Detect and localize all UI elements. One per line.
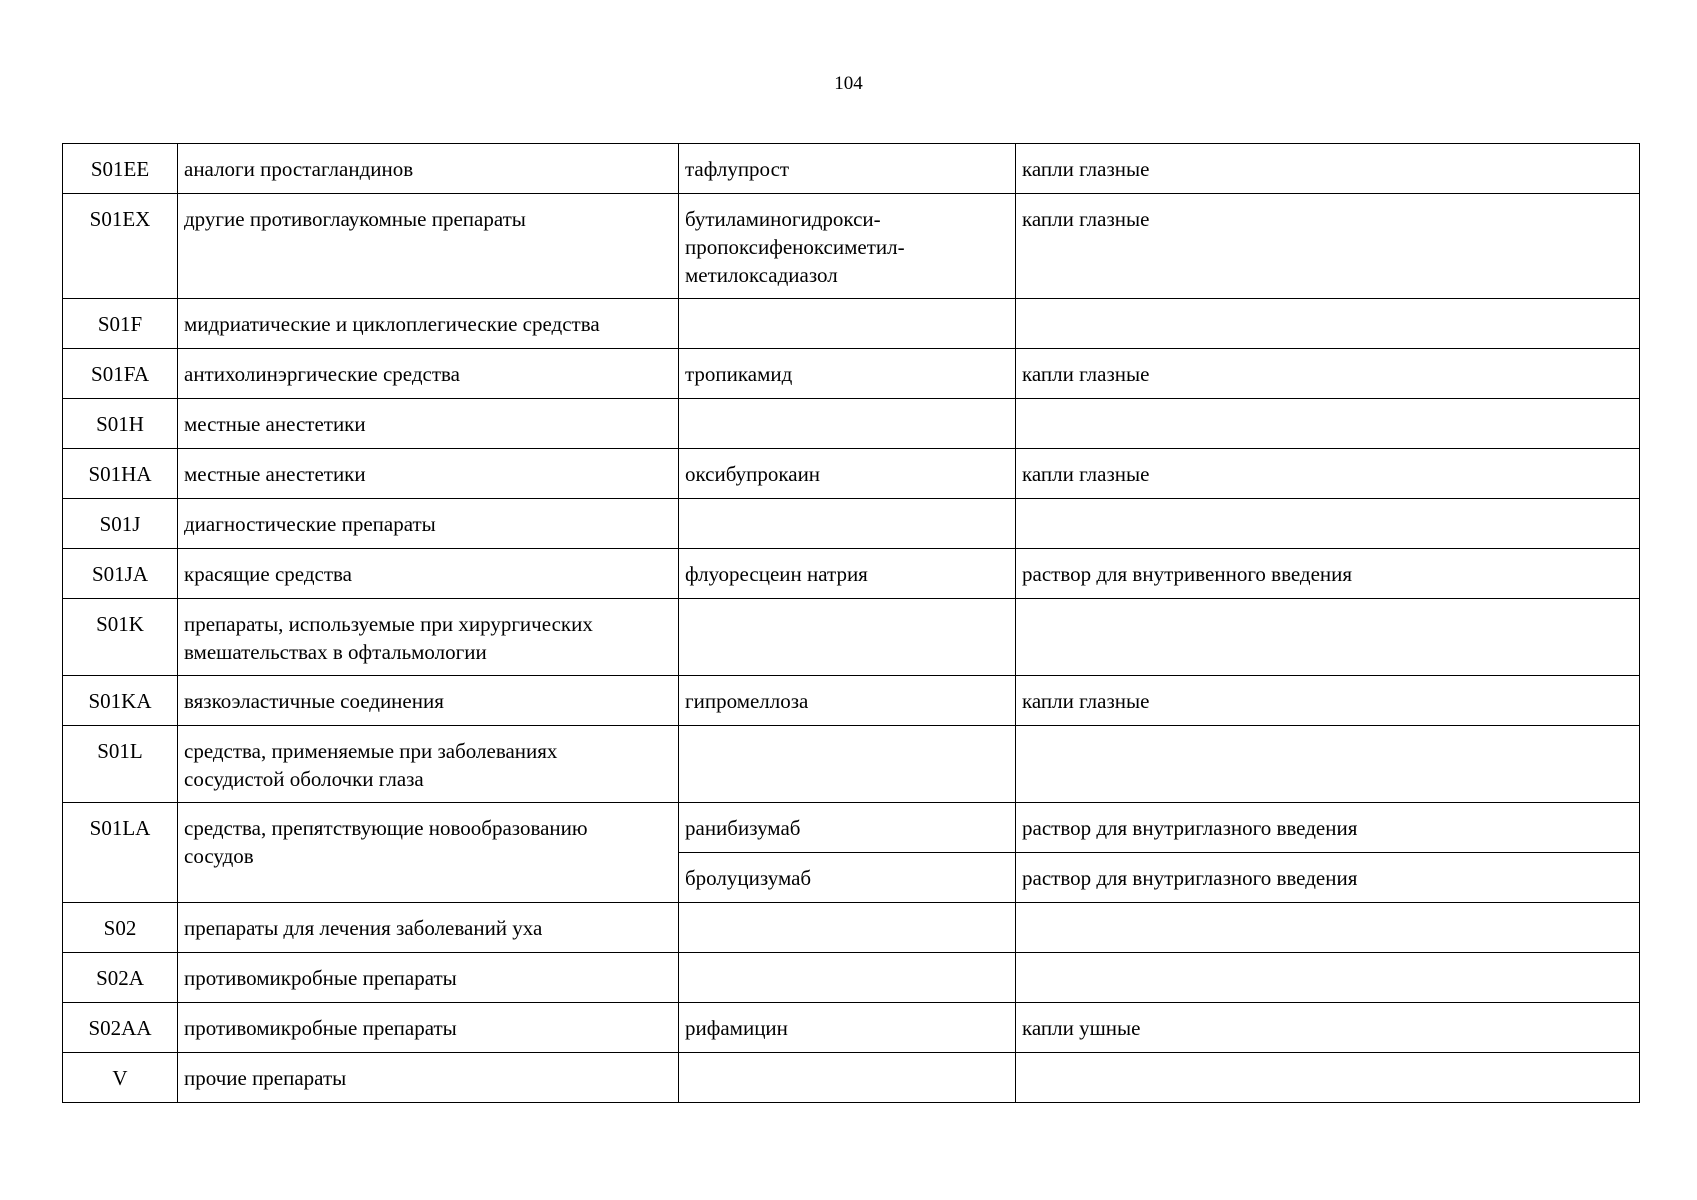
group-name-cell: аналоги простагландинов [178, 144, 679, 194]
atc-code-cell: S01J [63, 499, 178, 549]
drug-name-cell: бролуцизумаб [679, 853, 1016, 903]
dosage-form-cell: капли глазные [1016, 349, 1640, 399]
table-row [63, 953, 1640, 1003]
group-name-cell: противомикробные препараты [178, 953, 679, 1003]
group-name-cell: вязкоэластичные соединения [178, 676, 679, 726]
table-row [63, 499, 1640, 549]
group-name-cell: антихолинэргические средства [178, 349, 679, 399]
atc-code-cell: S01F [63, 299, 178, 349]
table-row [63, 194, 1640, 299]
drug-name-cell [679, 499, 1016, 549]
table-row [63, 449, 1640, 499]
drug-name-cell [679, 903, 1016, 953]
dosage-form-cell [1016, 903, 1640, 953]
drug-name-cell: оксибупрокаин [679, 449, 1016, 499]
group-name-cell: местные анестетики [178, 449, 679, 499]
drug-name-cell [679, 299, 1016, 349]
atc-code-cell: S02A [63, 953, 178, 1003]
group-name-cell: препараты для лечения заболеваний уха [178, 903, 679, 953]
drug-name-cell: тропикамид [679, 349, 1016, 399]
group-name-cell: другие противоглаукомные препараты [178, 194, 679, 299]
drug-name-cell [679, 599, 1016, 676]
dosage-form-cell [1016, 953, 1640, 1003]
table-row [63, 803, 1640, 853]
dosage-form-cell: раствор для внутривенного введения [1016, 549, 1640, 599]
table-row [63, 599, 1640, 676]
table-row [63, 299, 1640, 349]
dosage-form-cell: капли глазные [1016, 144, 1640, 194]
drug-name-cell: ранибизумаб [679, 803, 1016, 853]
drug-classification-table [62, 143, 1640, 1103]
dosage-form-cell [1016, 299, 1640, 349]
dosage-form-cell [1016, 599, 1640, 676]
table-row [63, 349, 1640, 399]
dosage-form-cell [1016, 499, 1640, 549]
drug-name-cell [679, 1053, 1016, 1103]
drug-name-cell: бутиламиногидрокси- пропоксифеноксиметил- метилоксадиазол [679, 194, 1016, 299]
drug-name-cell: тафлупрост [679, 144, 1016, 194]
table-row [63, 1003, 1640, 1053]
dosage-form-cell: капли ушные [1016, 1003, 1640, 1053]
group-name-cell: красящие средства [178, 549, 679, 599]
drug-name-cell [679, 726, 1016, 803]
dosage-form-cell [1016, 726, 1640, 803]
drug-name-cell [679, 399, 1016, 449]
dosage-form-cell [1016, 399, 1640, 449]
drug-name-cell: флуоресцеин натрия [679, 549, 1016, 599]
table-row [63, 549, 1640, 599]
atc-code-cell: S01JA [63, 549, 178, 599]
table-row [63, 726, 1640, 803]
atc-code-cell: S01LA [63, 803, 178, 903]
table-row [63, 676, 1640, 726]
group-name-cell: препараты, используемые при хирургических вмешательствах в офтальмологии [178, 599, 679, 676]
drug-name-cell: рифамицин [679, 1003, 1016, 1053]
group-name-cell: прочие препараты [178, 1053, 679, 1103]
atc-code-cell: S01EX [63, 194, 178, 299]
dosage-form-cell [1016, 1053, 1640, 1103]
atc-code-cell: S02 [63, 903, 178, 953]
atc-code-cell: S01HA [63, 449, 178, 499]
table-row [63, 144, 1640, 194]
table-row [63, 903, 1640, 953]
group-name-cell: местные анестетики [178, 399, 679, 449]
dosage-form-cell: раствор для внутриглазного введения [1016, 803, 1640, 853]
dosage-form-cell: капли глазные [1016, 194, 1640, 299]
atc-code-cell: S01FA [63, 349, 178, 399]
page-number: 104 [834, 73, 863, 94]
table-row [63, 1053, 1640, 1103]
group-name-cell: противомикробные препараты [178, 1003, 679, 1053]
dosage-form-cell: раствор для внутриглазного введения [1016, 853, 1640, 903]
atc-code-cell: S02AA [63, 1003, 178, 1053]
group-name-cell: средства, применяемые при заболеваниях сосудистой оболочки глаза [178, 726, 679, 803]
atc-code-cell: S01KA [63, 676, 178, 726]
atc-code-cell: S01H [63, 399, 178, 449]
group-name-cell: средства, препятствующие новообразованию сосудов [178, 803, 679, 903]
atc-code-cell: S01EE [63, 144, 178, 194]
dosage-form-cell: капли глазные [1016, 449, 1640, 499]
table-row [63, 399, 1640, 449]
group-name-cell: мидриатические и циклоплегические средства [178, 299, 679, 349]
atc-code-cell: S01L [63, 726, 178, 803]
dosage-form-cell: капли глазные [1016, 676, 1640, 726]
atc-code-cell: V [63, 1053, 178, 1103]
drug-name-cell [679, 953, 1016, 1003]
drug-name-cell: гипромеллоза [679, 676, 1016, 726]
group-name-cell: диагностические препараты [178, 499, 679, 549]
atc-code-cell: S01K [63, 599, 178, 676]
